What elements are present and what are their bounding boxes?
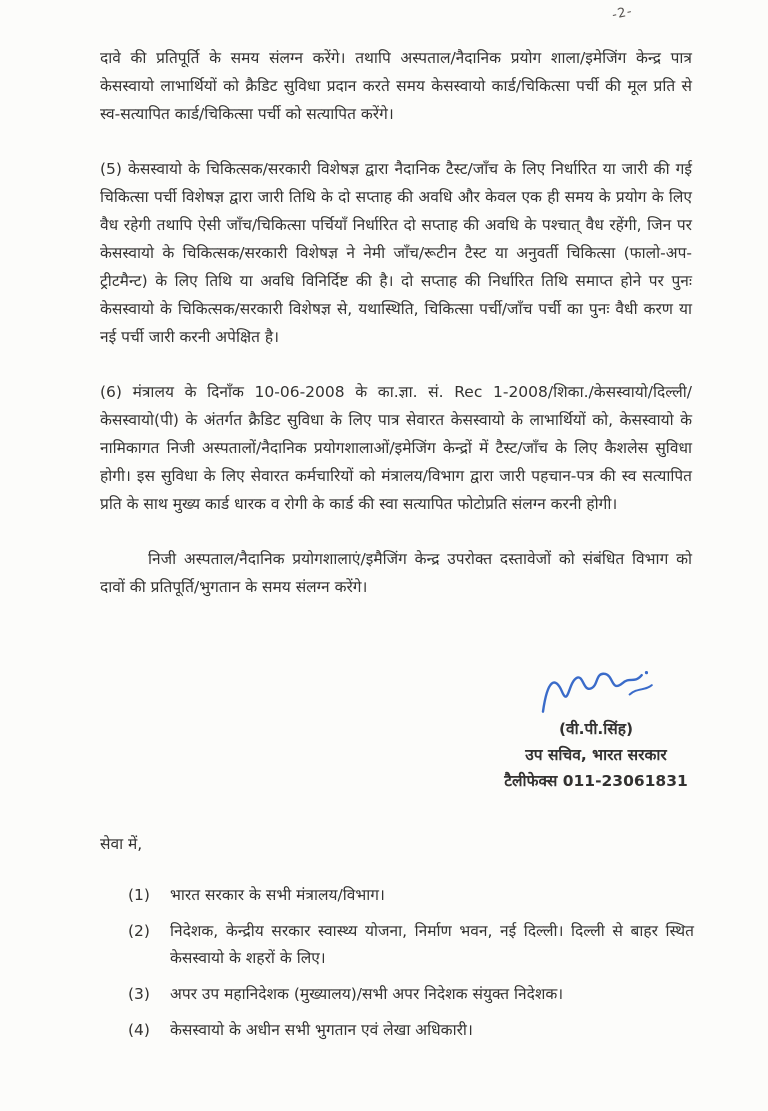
letter-body [100,44,692,601]
signatory-telefax: टैलीफेक्स 011-23061831 [504,772,688,790]
list-item [128,882,694,909]
list-item-text: केसस्वायो के अधीन सभी भुगतान एवं लेखा अधिकारी। [170,1021,473,1039]
paragraph-5: (5) केसस्वायो के चिकित्सक/सरकारी विशेषज्ञ द्वारा नैदानिक टैस्ट/जाँच के लिए निर्धारित या जारी की गई चिकित्सा पर्ची विशेषज्ञ द्वारा जारी तिथि के दो सप्ताह की अवधि और केवल एक ही समय के प्रयोग के लिए वैध रहेगी तथापि ऐसी जाँच/चिकित्सा पर्चियाँ निर्धारित दो सप्ताह की अवधि के पश्चात् वैध रहेंगी, जिन पर केसस्वायो के चिकित्सक/सरकारी विशेषज्ञ ने नेमी जाँच/रूटीन टैस्ट या अनुवर्ती चिकित्सा (फालो-अप-ट्रीटमैन्ट) के लिए तिथि या अवधि विनिर्दिष्ट की है। दो सप्ताह की निर्धारित तिथि समाप्त होने पर पुनः केसस्वायो के चिकित्सक/सरकारी विशेषज्ञ से, यथास्थिति, चिकित्सा पर्ची/जाँच पर्ची का पुनः वैधी करण या नई पर्ची जारी करनी अपेक्षित है। [100,160,692,346]
list-item-number: (3) [128,985,150,1003]
list-item [128,918,694,972]
distribution-list [128,882,694,1053]
list-item [128,981,694,1008]
list-item-text: निदेशक, केन्द्रीय सरकार स्वास्थ्य योजना, निर्माण भवन, नई दिल्ली। दिल्ली से बाहर स्थित केसस्वायो के शहरों के लिए। [170,922,694,967]
list-item [128,1017,694,1044]
paragraph-7: निजी अस्पताल/नैदानिक प्रयोगशालाएं/इमैजिंग केन्द्र उपरोक्त दस्तावेजों को संबंधित विभाग को दावों की प्रतिपूर्ति/भुगतान के समय संलग्न करेंगे। [100,550,692,596]
list-item-number: (2) [128,922,150,940]
list-item-text: अपर उप महानिदेशक (मुख्यालय)/सभी अपर निदेशक संयुक्त निदेशक। [170,985,564,1003]
signatory-designation: उप सचिव, भारत सरकार [525,746,667,764]
paragraph-intro: दावे की प्रतिपूर्ति के समय संलग्न करेंगे। तथापि अस्पताल/नैदानिक प्रयोग शाला/इमेजिंग केन्द्र पात्र केसस्वायो लाभार्थियों को क्रैडिट सुविधा प्रदान करते समय केसस्वायो कार्ड/चिकित्सा पर्ची की मूल प्रति से स्व-सत्यापित कार्ड/चिकित्सा पर्ची को सत्यापित करेंगे। [100,49,692,123]
paragraph-6: (6) मंत्रालय के दिनाँक 10-06-2008 के का.ज्ञा. सं. Rec 1-2008/शिका./केसस्वायो/दिल्ली/केसस्वायो(पी) के अंतर्गत क्रैडिट सुविधा के लिए पात्र सेवारत केसस्वायो के लाभार्थियों को, केसस्वायो के नामिकागत निजी अस्पतालों/नैदानिक प्रयोगशालाओं/इमेजिंग केन्द्रों में टैस्ट/जाँच के लिए कैशलेस सुविधा होगी। इस सुविधा के लिए सेवारत कर्मचारियों को मंत्रालय/विभाग द्वारा जारी पहचान-पत्र की स्व सत्यापित प्रति के साथ मुख्य कार्ड धारक व रोगी के कार्ड की स्वा सत्यापित फोटोप्रति संलग्न करनी होगी। [100,383,692,513]
list-item-text: भारत सरकार के सभी मंत्रालय/विभाग। [170,886,385,904]
signature-block [472,662,720,794]
list-item-number: (4) [128,1021,150,1039]
list-item-number: (1) [128,886,150,904]
salutation: सेवा में, [100,835,143,853]
handwritten-signature-icon [528,655,663,724]
signatory-name: (वी.पी.सिंह) [558,720,634,738]
page-number-mark: -2- [610,4,634,23]
